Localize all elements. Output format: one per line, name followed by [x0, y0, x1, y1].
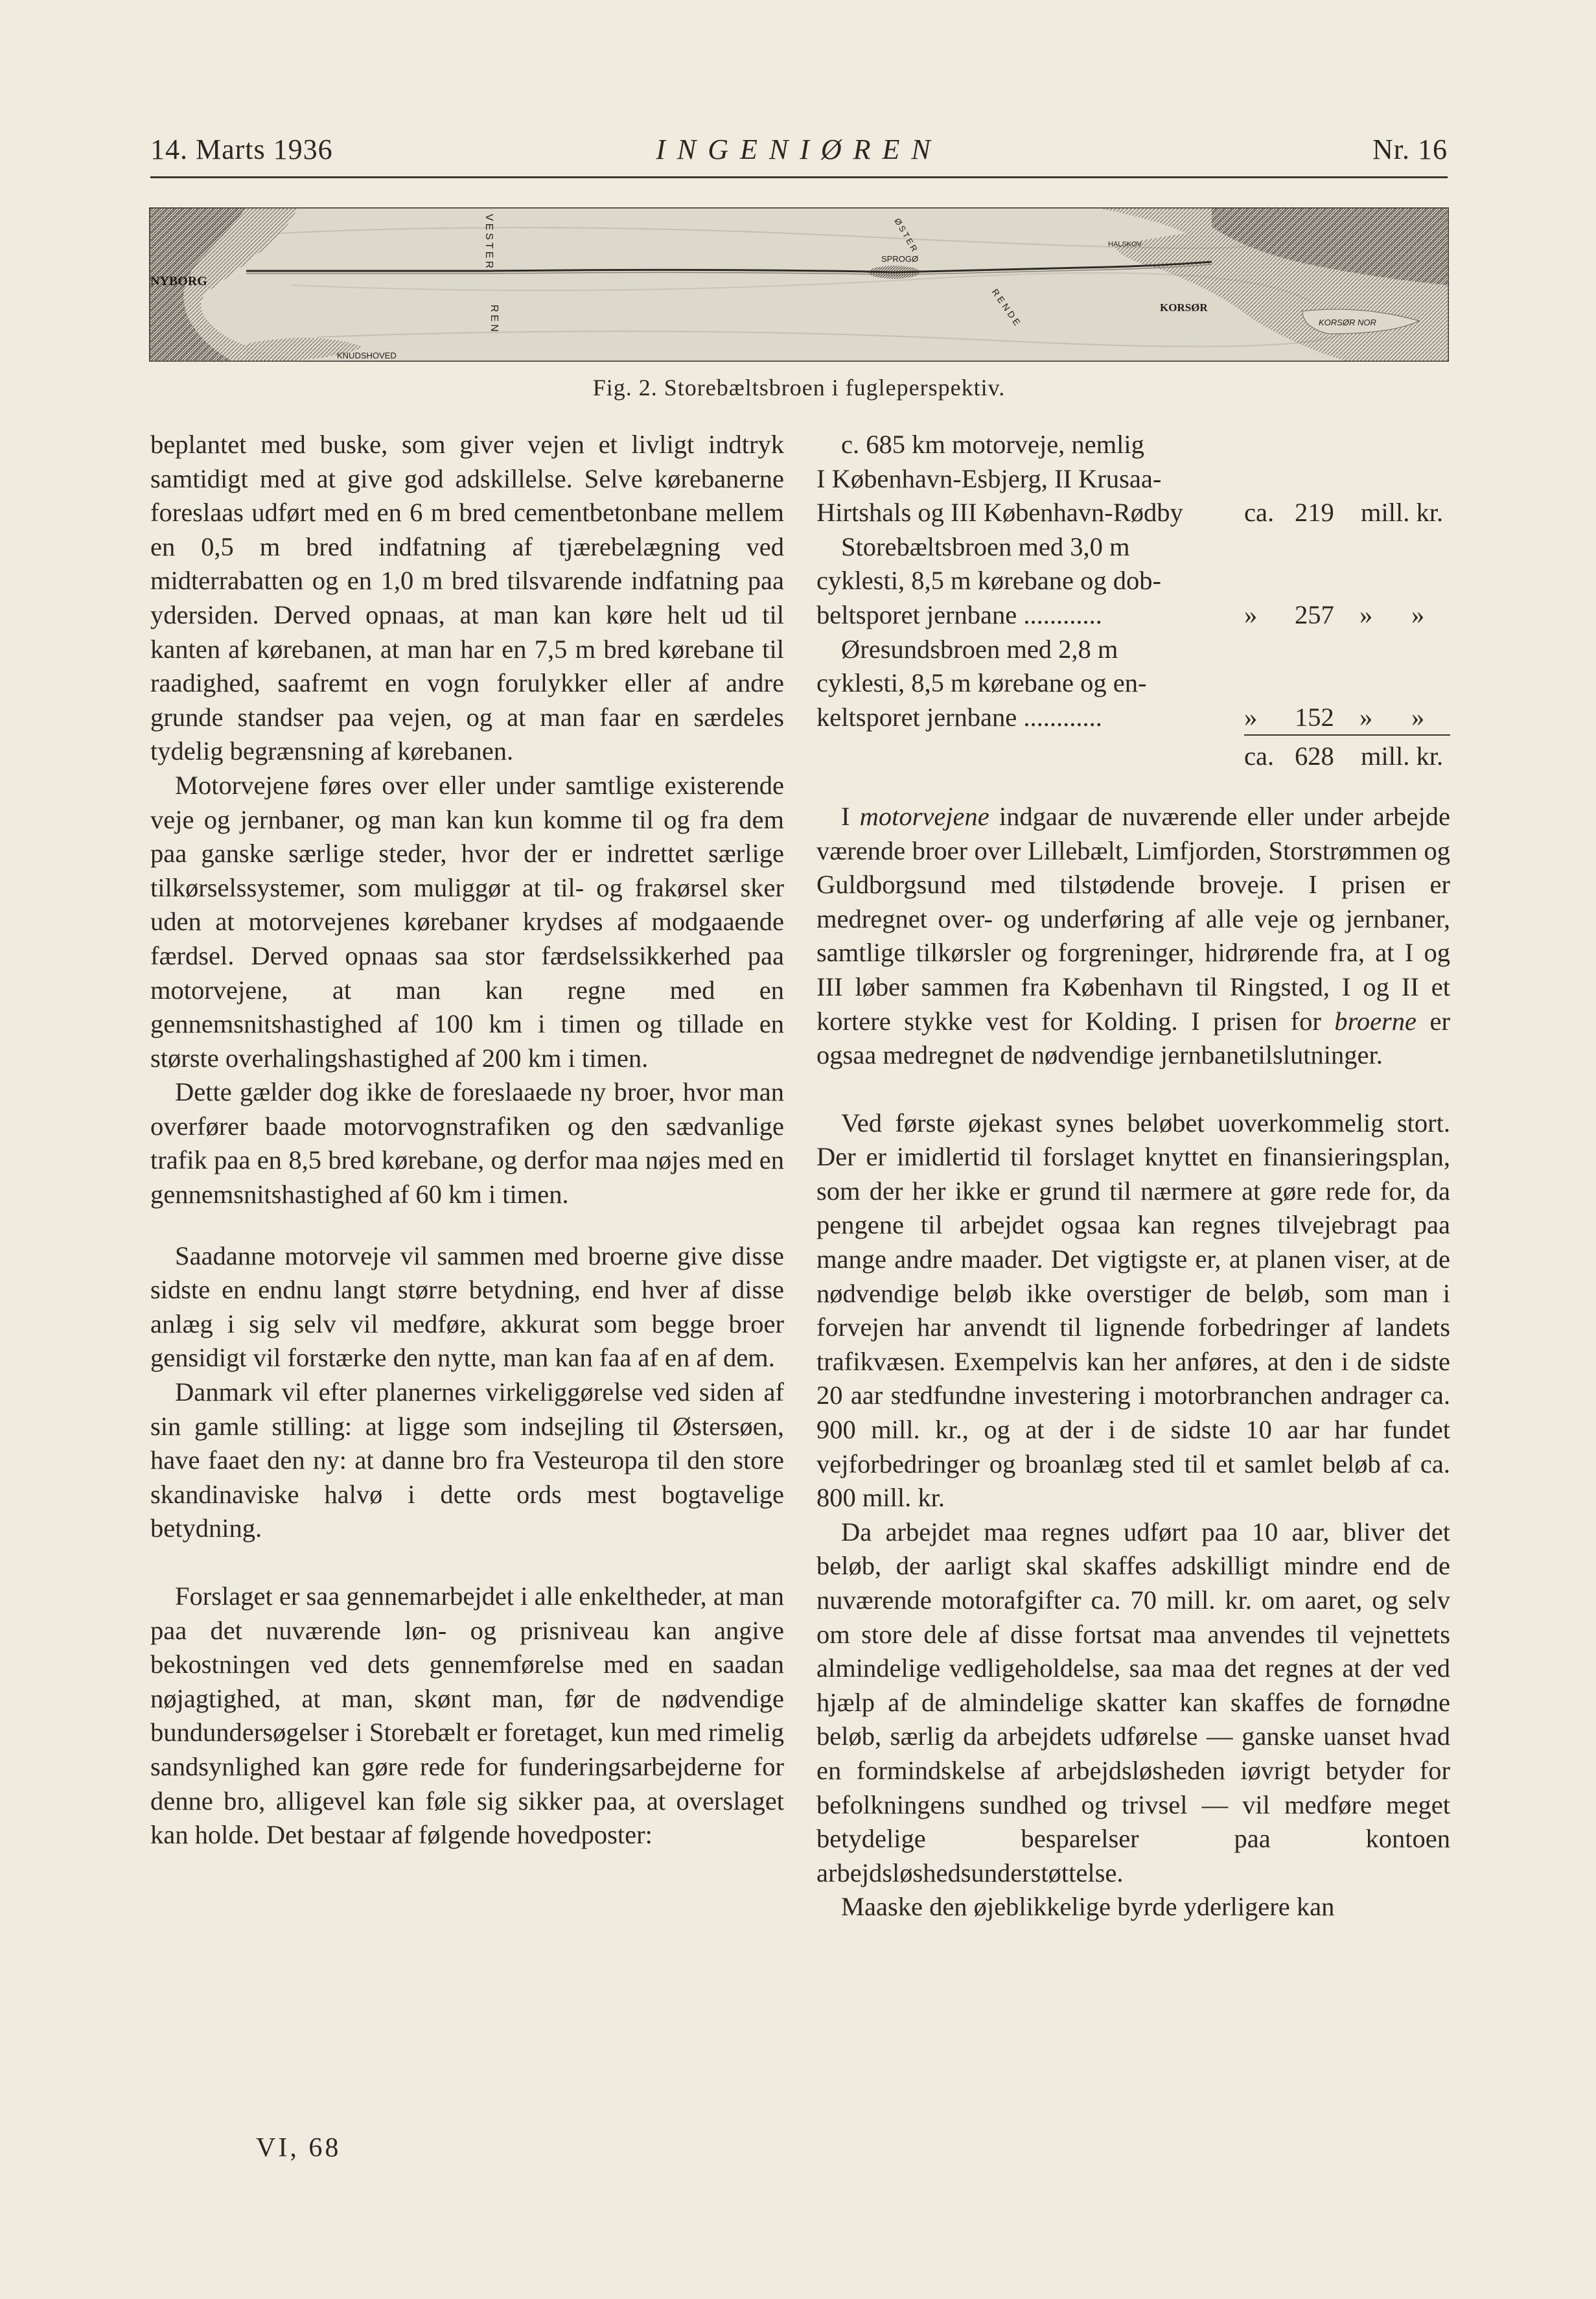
text-run: I: [841, 801, 850, 831]
paragraph: Forslaget er saa gennemarbejdet i alle enkeltheder, at man paa det nuværende løn- og prisniveau kan angive bekostningen ved dets gennemførelse med en saadan nøjagtighed, at man, skønt man, før de nødvendige bundundersøgelser i Storebælt er foretaget, kun med rimelig sandsynlighed kan gøre rede for funderingsarbejderne for denne bro, alligevel kan føle sig sikker paa, at overslaget kan holde. Det bestaar af følgende hovedposter:: [150, 1581, 784, 1850]
cost-value: 152: [1295, 702, 1334, 732]
cost-text: beltsporet jernbane ............: [816, 600, 1102, 629]
right-column: [816, 428, 1450, 1924]
label-halskov: HALSKOV: [1108, 240, 1142, 248]
paragraph: [816, 800, 1450, 1073]
cost-value: 257: [1295, 600, 1334, 629]
cost-text: I København-Esbjerg, II Krusaa-: [816, 463, 1162, 493]
ditto-mark: »: [1359, 600, 1373, 629]
label-oster: ØSTER: [892, 216, 921, 255]
paragraph: Maaske den øjeblikkelige byrde yderligere kan: [841, 1892, 1335, 1922]
ditto-mark: »: [1411, 702, 1425, 732]
bridge-map-illustration: [149, 207, 1449, 362]
cost-text: Øresundsbroen med 2,8 m: [841, 634, 1118, 664]
ditto-mark: »: [1244, 702, 1258, 732]
total-rule: [1244, 734, 1450, 736]
label-sprogo: SPROGØ: [881, 254, 919, 264]
label-knudshoved: KNUDSHOVED: [337, 351, 397, 360]
paragraph: Ved første øjekast synes beløbet uoverkommelig stort. Der er imidlertid til forslaget knyttet en finansieringsplan, som der her ikke er grund til nærmere at gøre rede for, da pengene til arbejdet ogsaa kan regnes tilvejebragt paa mange andre maader. Det vigtigste er, at planen viser, at de nødvendige beløb ikke overstiger de beløb, som man i forvejen har anvendt til lignende forbedringer af landets trafikvæsen. Exempelvis kan her anføres, at den i de sidste 20 aar stedfundne investering i motorbranchen andrager ca. 900 mill. kr., og at der i de sidste 10 aar har fundet vejforbedringer og broanlæg sted til et samlet beløb af ca. 800 mill. kr.: [816, 1108, 1450, 1513]
page-folio: VI, 68: [256, 2133, 341, 2163]
label-nyborg: NYBORG: [150, 274, 207, 288]
cost-text: Hirtshals og III København-Rødby: [816, 498, 1183, 528]
bridge-figure: [149, 207, 1449, 362]
running-head: [150, 133, 1448, 178]
paragraph: Da arbejdet maa regnes udført paa 10 aar, bliver det beløb, der aarligt skal skaffes adskilligt mindre end de nuværende motorafgifter ca. 70 mill. kr. om aaret, og selv om store dele af disse fortsat maa anvendes til vejnettets almindelige vedligeholdelse, saa maa det regnes at der ved hjælp af de almindelige skatter kan skaffes de fornødne beløb, særlig da arbejdets udførelse — ganske uanset hvad en formindskelse af arbejdsløsheden iøvrigt betyder for befolkningens sundhed og trivsel — vil medføre meget betydelige besparelser paa kontoen arbejdsløshedsunderstøttelse.: [816, 1517, 1450, 1887]
cost-ca: ca.: [1244, 498, 1275, 528]
cost-unit: mill. kr.: [1361, 498, 1444, 528]
figure-caption: Fig. 2. Storebæltsbroen i fugleperspektiv.: [592, 375, 1006, 401]
emphasis: motorvejene: [859, 801, 989, 831]
ditto-mark: »: [1359, 702, 1373, 732]
cost-total-value: 628: [1295, 741, 1334, 771]
label-renden: REN: [489, 305, 500, 334]
label-vester: VESTER: [483, 214, 494, 272]
label-rende: RENDE: [989, 286, 1024, 330]
text-run: indgaar de nuværende eller under arbejde værende broer over Lillebælt, Limfjorden, Storstrømmen og Guldborgsund med tilstødende broveje. I prisen er medregnet over- og underføring af alle veje og jernbaner, samtlige tilkørsler og forgreninger, hidrørende fra, at I og III løber sammen fra København til Ringsted, I og II et kortere stykke vest for Kolding. I prisen for: [816, 801, 1450, 1036]
cost-text: cyklesti, 8,5 m kørebane og en-: [816, 668, 1147, 698]
paragraph: Danmark vil efter planernes virkeliggørelse ved siden af sin gamle stilling: at ligge som indsejling til Østersøen, have faaet den ny: at danne bro fra Vesteuropa til den store skandinaviske halvø i dette ords mest bogtavelige betydning.: [150, 1377, 784, 1543]
label-korsor-nor: KORSØR NOR: [1319, 318, 1376, 327]
ditto-mark: »: [1244, 600, 1258, 629]
cost-table: [816, 428, 1450, 774]
cost-text: keltsporet jernbane ............: [816, 702, 1102, 732]
cost-text: Storebæltsbroen med 3,0 m: [841, 531, 1130, 561]
label-korsor: KORSØR: [1160, 301, 1208, 314]
paragraph: Dette gælder dog ikke de foreslaaede ny broer, hvor man overfører baade motorvognstrafiken og den sædvanlige trafik paa en 8,5 bred kørebane, og derfor maa nøjes med en gennemsnitshastighed af 60 km i timen.: [150, 1077, 784, 1209]
header-rule: [150, 176, 1448, 178]
paragraph: Saadanne motorveje vil sammen med broerne give disse sidste en endnu langt større betydning, end hver af disse anlæg i sig selv vil medføre, akkurat som begge broer gensidigt vil forstærke den nytte, man kan faa af en af dem.: [150, 1241, 784, 1373]
cost-text: cyklesti, 8,5 m kørebane og dob-: [816, 566, 1161, 596]
emphasis: broerne: [1334, 1006, 1417, 1036]
issue-number: Nr. 16: [1372, 134, 1448, 165]
cost-ca: ca.: [1244, 741, 1275, 771]
cost-value: 219: [1295, 498, 1334, 528]
journal-title: INGENIØREN: [656, 134, 942, 165]
cost-text: c. 685 km motorveje, nemlig: [841, 430, 1144, 459]
left-column: [150, 428, 784, 1852]
ditto-mark: »: [1411, 600, 1425, 629]
cost-unit: mill. kr.: [1361, 741, 1444, 771]
paragraph: beplantet med buske, som giver vejen et livligt indtryk samtidigt med at give god adskillelse. Selve kørebanerne foreslaas udført med en 6 m bred cementbetonbane mellem en 0,5 m bred indfatning af tjærebelægning ved midterrabatten og en 1,0 m bred tilsvarende indfatning paa ydersiden. Derved opnaas, at man kan køre helt ud til kanten af kørebanen, at man har en 7,5 m bred kørebane til raadighed, saafremt en vogn forulykker eller af andre grunde standser paa vejen, og at man faar en særdeles tydelig begrænsning af kørebanen.: [150, 430, 784, 766]
paragraph: Motorvejene føres over eller under samtlige existerende veje og jernbaner, og man kan kun komme til og fra dem paa ganske særlige steder, hvor der er indrettet særlige tilkørselssystemer, som muliggør at til- og frakørsel sker uden at motorvejenes kørebaner krydses af modgaaende færdsel. Derved opnaas saa stor færdselssikkerhed paa motorvejene, at man kan regne med en gennemsnitshastighed af 100 km i timen og tillade en største overhalingshastighed af 200 km i timen.: [150, 770, 784, 1073]
text-run: er ogsaa medregnet de nødvendige jernbanetilslutninger.: [816, 1006, 1450, 1070]
issue-date: 14. Marts 1936: [150, 134, 333, 165]
